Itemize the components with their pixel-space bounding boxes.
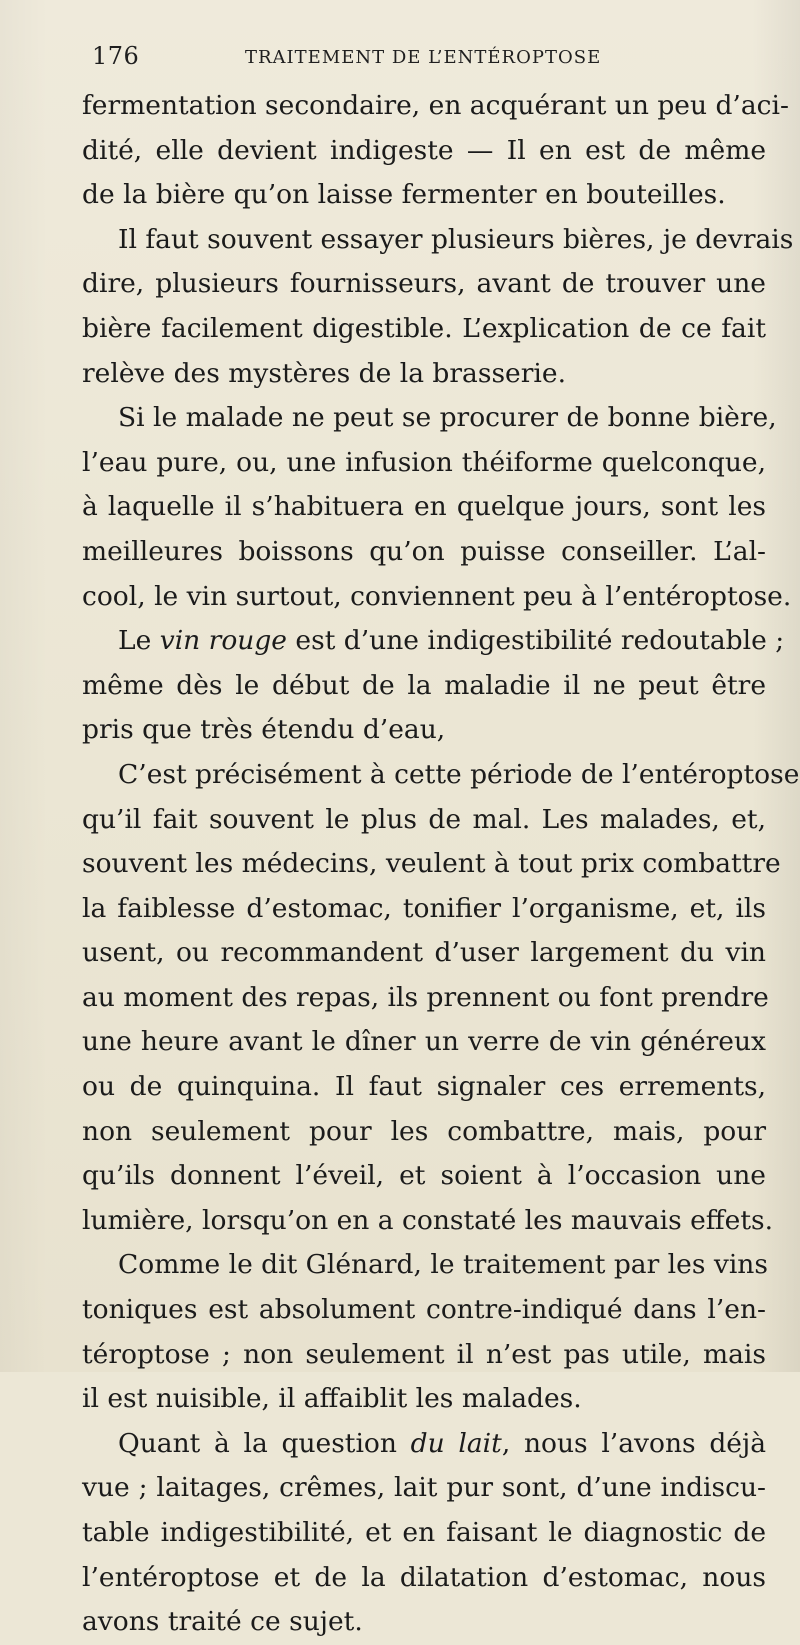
text-line: il est nuisible, il affaiblit les malades. xyxy=(82,1383,582,1415)
text-line: toniques est absolument contre-indiqué dans l’en- xyxy=(82,1294,766,1326)
text-line: dire, plusieurs fournisseurs, avant de trouver une xyxy=(82,268,766,300)
text-line: même dès le début de la maladie il ne peut être xyxy=(82,669,766,701)
text-line: de la bière qu’on laisse fermenter en bouteilles. xyxy=(82,179,726,211)
text-line: une heure avant le dîner un verre de vin généreux xyxy=(82,1026,766,1058)
text-line: relève des mystères de la brasserie. xyxy=(82,357,566,389)
text-line xyxy=(82,1422,766,1467)
text-line: l’eau pure, ou, une infusion théiforme quelconque, xyxy=(82,446,766,478)
body-text xyxy=(82,84,800,1645)
text-line: vue ; laitages, crêmes, lait pur sont, d’une indiscu- xyxy=(82,1472,766,1504)
text-line: qu’il fait souvent le plus de mal. Les malades, et, xyxy=(82,803,766,835)
text-line: bière facilement digestible. L’explication de ce fait xyxy=(82,312,766,344)
running-head: TRAITEMENT DE L’ENTÉROPTOSE xyxy=(245,47,602,68)
italic-phrase: du lait xyxy=(410,1427,502,1459)
text-line: Si le malade ne peut se procurer de bonne bière, xyxy=(118,402,777,434)
text-line: à laquelle il s’habituera en quelque jours, sont les xyxy=(82,491,766,523)
text-line: lumière, lorsqu’on en a constaté les mauvais effets. xyxy=(82,1204,773,1236)
page-header xyxy=(92,42,622,78)
text-line: téroptose ; non seulement il n’est pas utile, mais xyxy=(82,1338,766,1370)
text-line: meilleures boissons qu’on puisse conseiller. L’al- xyxy=(82,535,766,567)
text-line: ou de quinquina. Il faut signaler ces errements, xyxy=(82,1071,766,1103)
text-line: non seulement pour les combattre, mais, pour xyxy=(82,1115,766,1147)
text-line: la faiblesse d’estomac, tonifier l’organisme, et, ils xyxy=(82,892,766,924)
text-line: cool, le vin surtout, conviennent peu à l’entéroptose. xyxy=(82,580,792,612)
text-line: avons traité ce sujet. xyxy=(82,1606,363,1638)
text-fragment: Quant à la question xyxy=(118,1427,411,1459)
text-line: usent, ou recommandent d’user largement du vin xyxy=(82,937,766,969)
text-fragment: Le xyxy=(118,625,160,657)
text-line: fermentation secondaire, en acquérant un peu d’aci- xyxy=(82,90,789,121)
page-number: 176 xyxy=(92,42,140,70)
text-line: table indigestibilité, et en faisant le diagnostic de xyxy=(82,1517,766,1548)
text-line: qu’ils donnent l’éveil, et soient à l’occasion une xyxy=(82,1160,766,1192)
text-line: au moment des repas, ils prennent ou font prendre xyxy=(82,981,769,1013)
text-line: souvent les médecins, veulent à tout prix combattre xyxy=(82,848,781,880)
text-fragment: , nous l’avons déjà xyxy=(501,1427,766,1459)
text-line: Comme le dit Glénard, le traitement par les vins xyxy=(118,1249,768,1281)
text-line: Il faut souvent essayer plusieurs bières, je devrais xyxy=(118,223,794,255)
italic-phrase: vin rouge xyxy=(159,625,287,657)
text-line: C’est précisément à cette période de l’entéroptose xyxy=(118,758,800,790)
text-fragment: est d’une indigestibilité redoutable ; xyxy=(287,625,785,657)
text-line: pris que très étendu d’eau, xyxy=(82,714,446,746)
text-line xyxy=(82,619,785,664)
text-line: dité, elle devient indigeste — Il en est de même xyxy=(82,134,766,166)
text-line: l’entéroptose et de la dilatation d’estomac, nous xyxy=(82,1561,766,1593)
